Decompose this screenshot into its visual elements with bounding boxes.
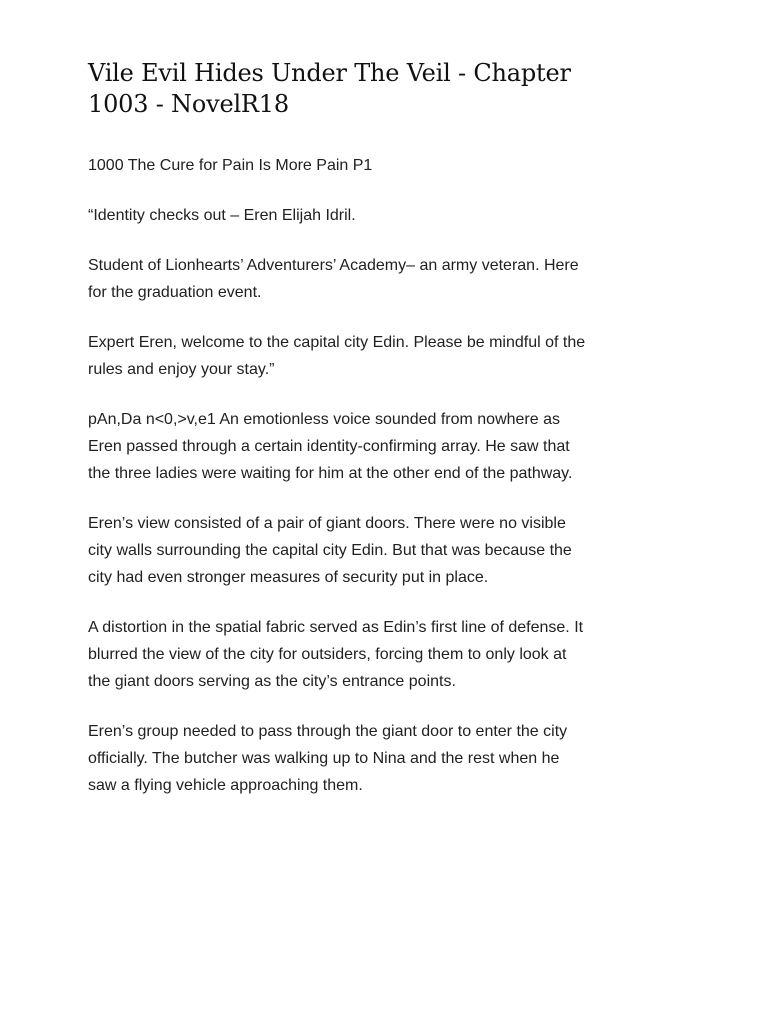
article-body xyxy=(88,152,588,799)
paragraph: “Identity checks out – Eren Elijah Idril. xyxy=(88,207,356,224)
paragraph: Student of Lionhearts’ Adventurers’ Academy– an army veteran. Here for the graduation event. xyxy=(88,257,579,301)
paragraph: Eren’s group needed to pass through the giant door to enter the city officially. The butcher was walking up to Nina and the rest when he saw a flying vehicle approaching them. xyxy=(88,723,568,794)
chapter-subtitle: 1000 The Cure for Pain Is More Pain P1 xyxy=(88,157,373,174)
paragraph: A distortion in the spatial fabric served as Edin’s first line of defense. It blurred the view of the city for outsiders, forcing them to only look at the giant doors serving as the city’s entrance points. xyxy=(88,619,584,690)
article xyxy=(88,58,588,822)
paragraph: Eren’s view consisted of a pair of giant doors. There were no visible city walls surrounding the capital city Edin. But that was because the city had even stronger measures of security put in place. xyxy=(88,515,572,586)
paragraph: pAn,Da n<0,>v,e1 An emotionless voice sounded from nowhere as Eren passed through a certain identity-confirming array. He saw that the three ladies were waiting for him at the other end of the pathway. xyxy=(88,411,573,482)
paragraph: Expert Eren, welcome to the capital city Edin. Please be mindful of the rules and enjoy your stay.” xyxy=(88,334,586,378)
page-title: Vile Evil Hides Under The Veil - Chapter 1003 - NovelR18 xyxy=(88,59,571,118)
